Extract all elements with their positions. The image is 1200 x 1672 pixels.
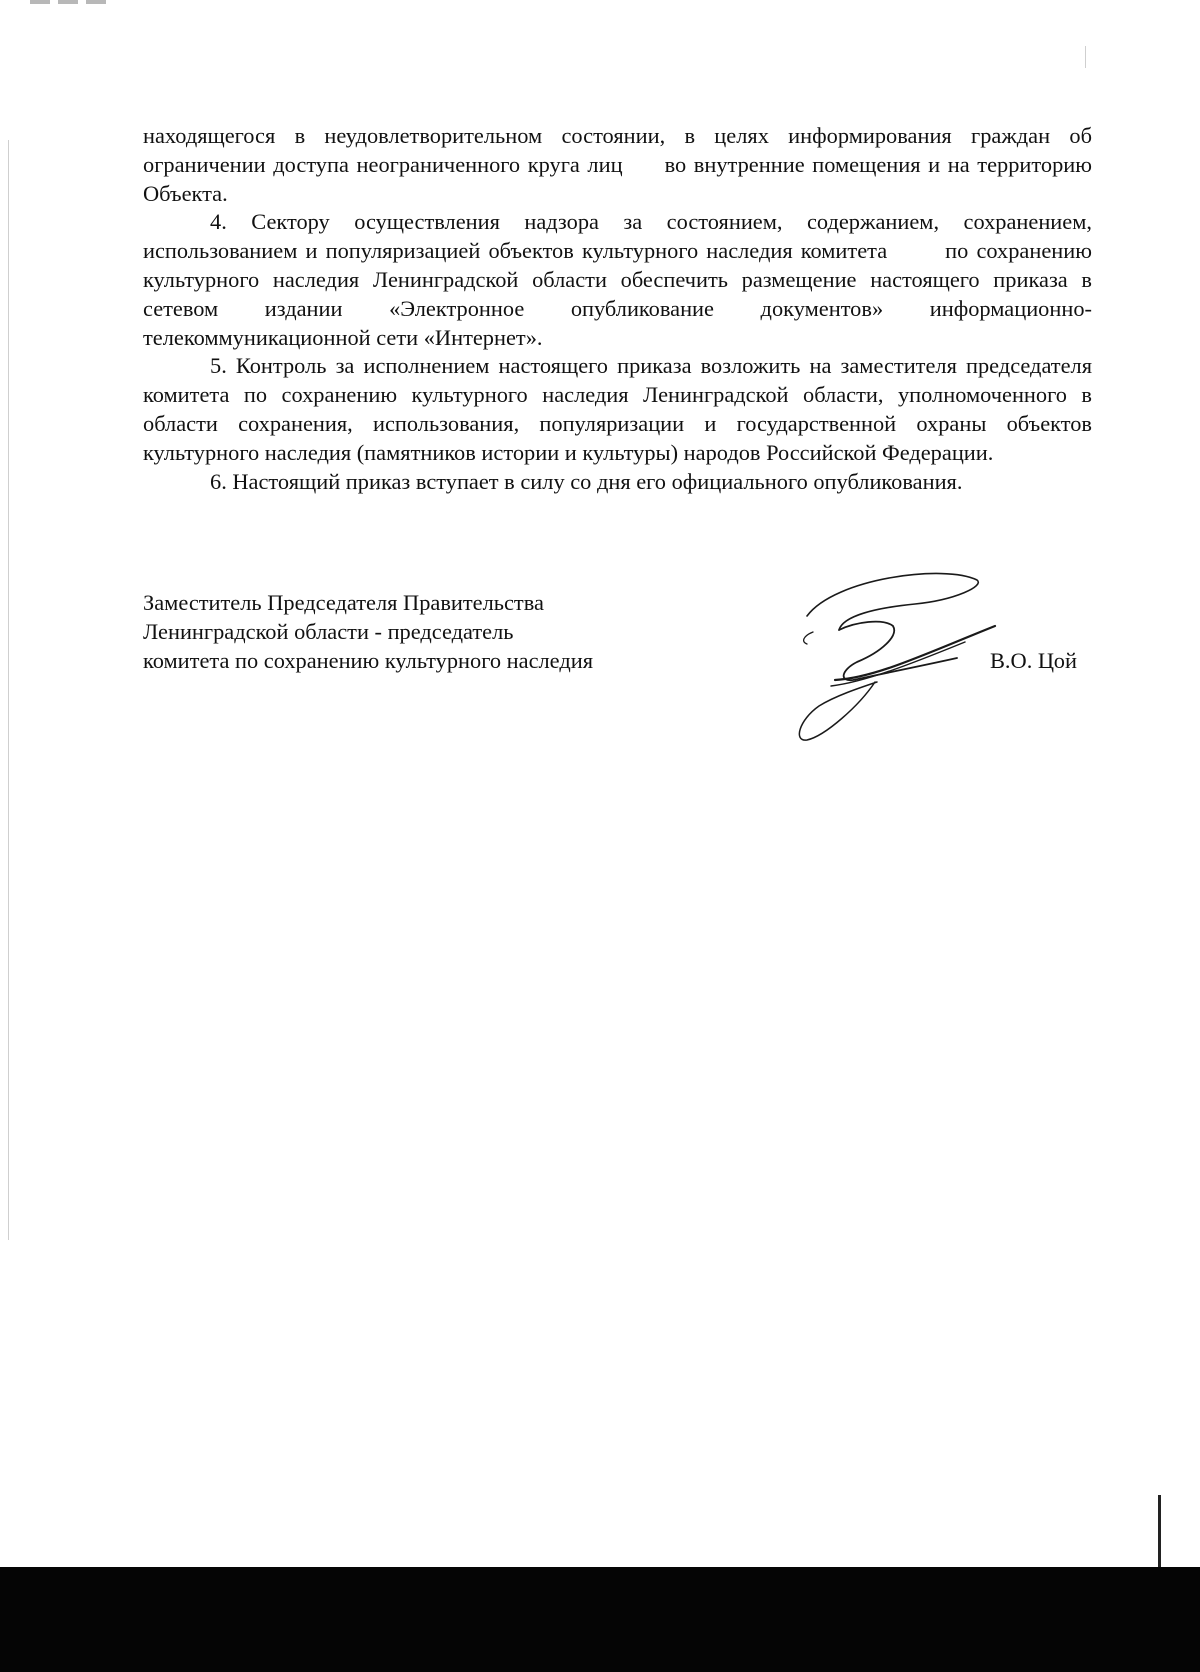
continuation-line-2b: во внутренние помещения и (664, 151, 941, 177)
item4-line-1: 4. Сектору осуществления надзора за состоянием, содержанием, сохранением, (210, 209, 1092, 235)
continuation-line-2a: об ограничении доступа неограниченного круга лиц (143, 123, 1092, 177)
scan-artifact-footer-edge (1158, 1495, 1161, 1567)
continuation-line-3: на территорию Объекта. (143, 151, 1092, 206)
scan-artifact-top (30, 0, 110, 4)
signatory-position (143, 589, 593, 675)
item4-line-5: информационно-телекоммуникационной сети «Интернет». (143, 295, 1092, 350)
item4-line-4: настоящего приказа в сетевом издании «Электронное опубликование документов» (143, 266, 1092, 321)
continuation-line-1: находящегося в неудовлетворительном состоянии, в целях информирования граждан (143, 123, 1051, 148)
paragraph-continuation (143, 122, 1092, 208)
item4-line-2a: использованием и популяризацией объектов культурного наследия комитета (143, 238, 888, 264)
signatory-name: В.О. Цой (990, 648, 1077, 673)
handwritten-signature (795, 570, 1015, 745)
signatory-position-line-1: Заместитель Председателя Правительства (143, 590, 544, 615)
item4-line-3: сохранению культурного наследия Ленинградской области обеспечить размещение (143, 238, 1092, 292)
scan-black-border-bottom (0, 1567, 1200, 1672)
scan-artifact-left-edge (8, 140, 9, 1240)
paragraph-item-4 (143, 208, 1092, 352)
signatory-position-line-3: комитета по сохранению культурного наследия (143, 647, 593, 673)
signatory-position-line-2: Ленинградской области - председатель (143, 618, 514, 644)
item4-line-2b: по (945, 238, 969, 264)
document-body (143, 122, 1092, 496)
scan-artifact-right-tick (1085, 46, 1086, 68)
paragraph-item-6: 6. Настоящий приказ вступает в силу со дня его официального опубликования. (210, 468, 963, 494)
paragraph-item-5: 5. Контроль за исполнением настоящего приказа возложить на заместителя председателя комитета по сохранению культурного наследия Ленинградской области, уполномоченного в области сохранения, использования, популяризации и государственной охраны объектов культурного наследия (памятников истории и культуры) народов Российской Федерации. (143, 353, 1092, 465)
